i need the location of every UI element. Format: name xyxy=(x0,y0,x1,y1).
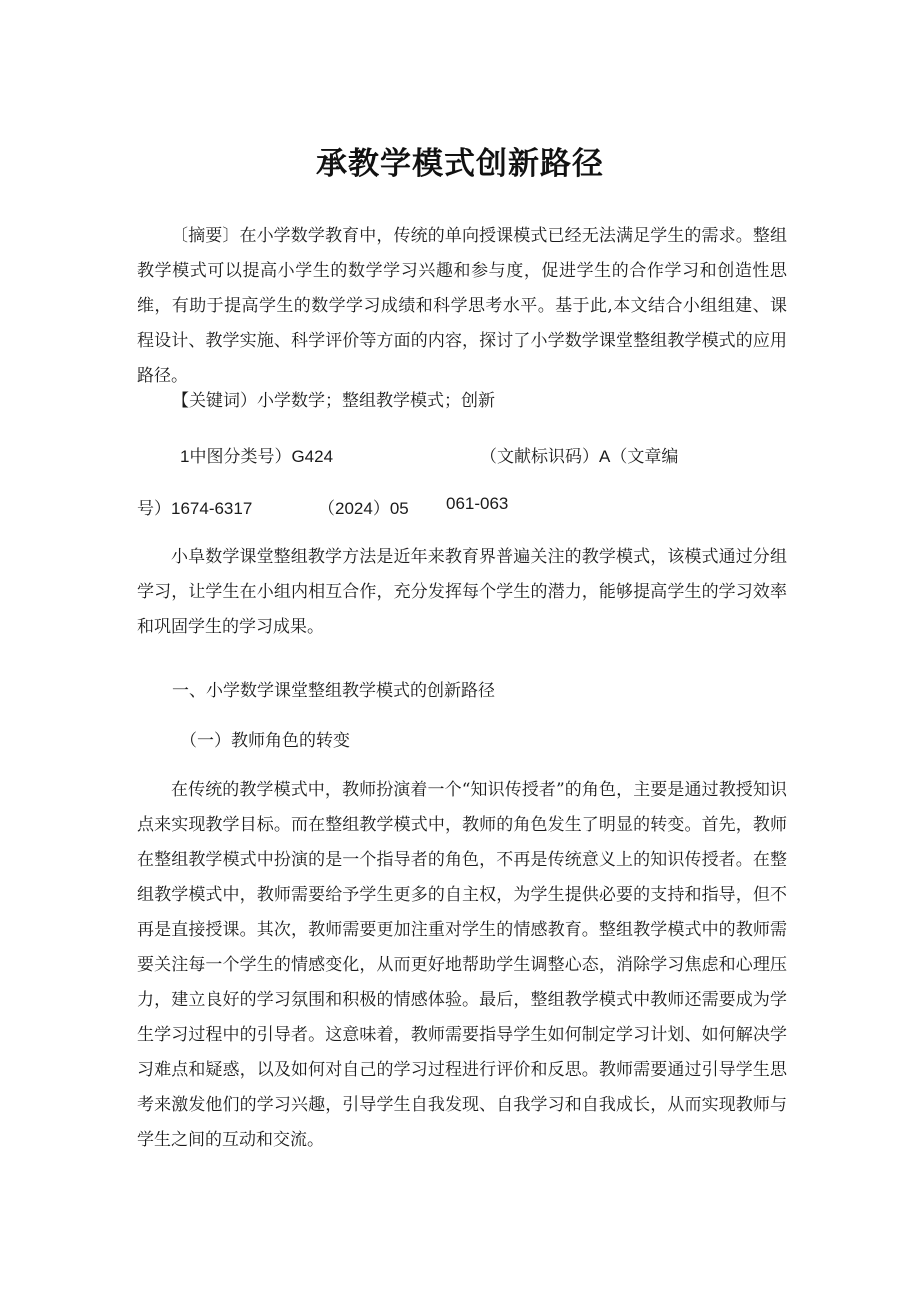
page-title: 承教学模式创新路径 xyxy=(316,146,604,182)
article-number: 号）1674-6317 xyxy=(137,499,253,518)
year-issue: （2024）05 xyxy=(318,499,409,518)
document-code: （文献标识码）A（文章编 xyxy=(480,447,679,466)
intro-paragraph: 小阜数学课堂整组教学方法是近年来教育界普遍关注的教学模式，该模式通过分组学习，让学生在小组内相互合作，充分发挥每个学生的潜力，能够提高学生的学习效率和巩固学生的学习成果。 xyxy=(137,547,787,637)
clc-number: 1中图分类号）G424 xyxy=(180,447,334,466)
body-paragraph: 在传统的教学模式中，教师扮演着一个“知识传授者”的角色，主要是通过教授知识点来实现教学目标。而在整组教学模式中，教师的角色发生了明显的转变。首先，教师在整组教学模式中扮演的是一个指导者的角色，不再是传统意义上的知识传授者。在整组教学模式中，教师需要给予学生更多的自主权，为学生提供必要的支持和指导，但不再是直接授课。其次，教师需要更加注重对学生的情感教育。整组教学模式中的教师需要关注每一个学生的情感变化，从而更好地帮助学生调整心态，消除学习焦虑和心理压力，建立良好的学习氛围和积极的情感体验。最后，整组教学模式中教师还需要成为学生学习过程中的引导者。这意味着，教师需要指导学生如何制定学习计划、如何解决学习难点和疑惑，以及如何对自己的学习过程进行评价和反思。教师需要通过引导学生思考来激发他们的学习兴趣，引导学生自我发现、自我学习和自我成长，从而实现教师与学生之间的互动和交流。 xyxy=(137,780,787,1150)
subsection-heading: （一）教师角色的转变 xyxy=(180,731,350,751)
page-range: 061-063 xyxy=(446,494,509,513)
keywords-line: 【关键词）小学数学；整组教学模式；创新 xyxy=(172,391,495,411)
abstract-paragraph: 〔摘要〕在小学数学教育中，传统的单向授课模式已经无法满足学生的需求。整组教学模式可以提高小学生的数学学习兴趣和参与度，促进学生的合作学习和创造性思维，有助于提高学生的数学学习成绩和科学思考水平。基于此,本文结合小组组建、课程设计、教学实施、科学评价等方面的内容，探讨了小学数学课堂整组教学模式的应用路径。 xyxy=(137,226,787,386)
section-heading: 一、小学数学课堂整组教学模式的创新路径 xyxy=(172,681,495,701)
